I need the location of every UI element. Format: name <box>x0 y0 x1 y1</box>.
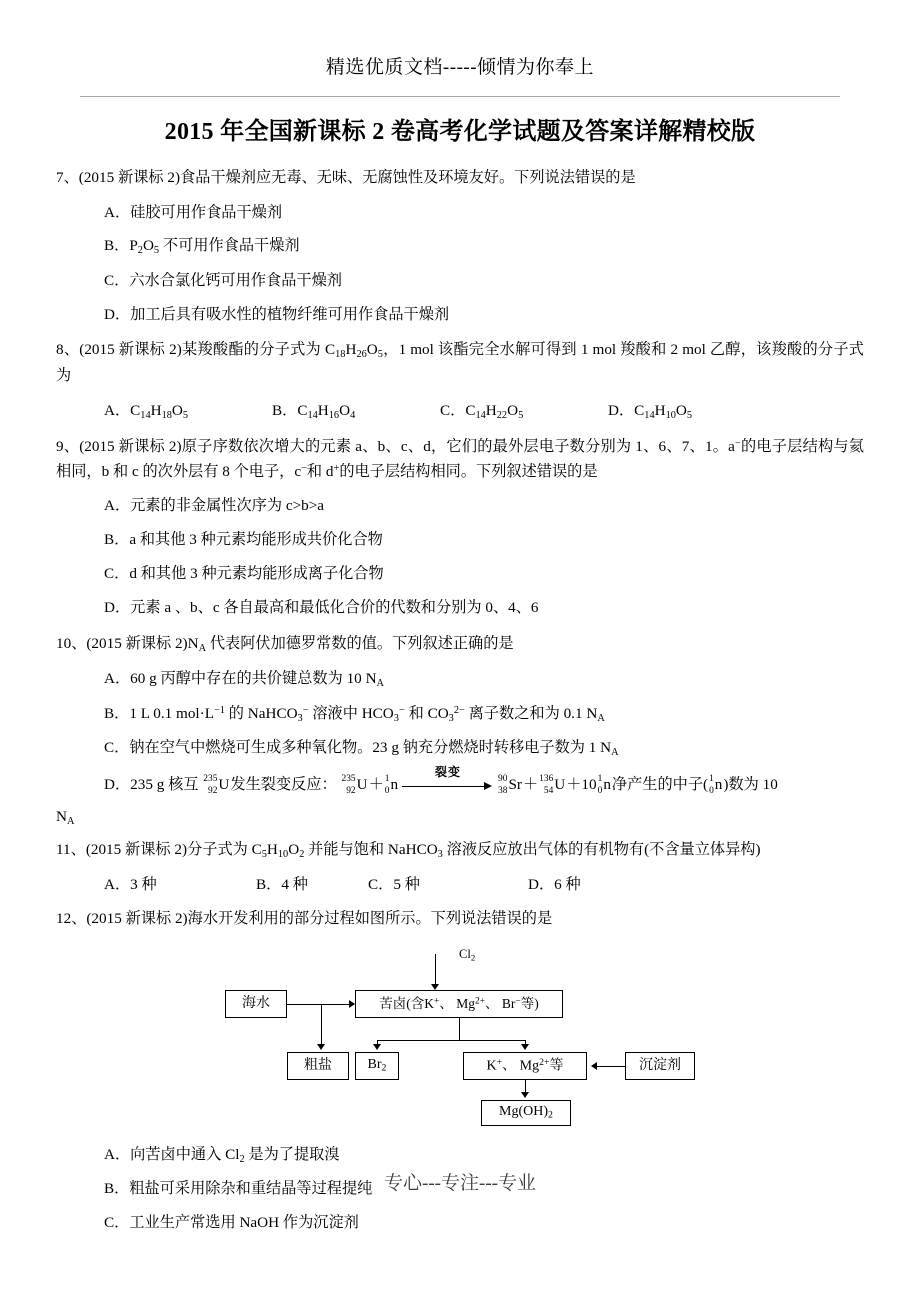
option-label: A． <box>104 497 131 515</box>
option-text: 6 种 <box>554 876 581 894</box>
document-banner: 精选优质文档-----倾情为你奉上 <box>325 57 595 78</box>
option-label: A． <box>104 876 131 894</box>
option-label: C． <box>104 1213 130 1231</box>
diagram-box-bittern <box>355 990 563 1018</box>
question-8-text: 某羧酸酯的分子式为 $C_{18}H_{26}O_5$，1 mol 该酯完全水解可得到 1 mol 羧酸和 2 mol 乙醇，该羧酸的分子式为 <box>56 341 864 385</box>
question-12-option-c <box>56 1212 864 1235</box>
option-label: B． <box>104 704 130 722</box>
option-text: 加工后具有吸水性的植物纤维可用作食品干燥剂 <box>130 305 450 323</box>
atomic-number: 0 <box>709 785 714 796</box>
question-9-option-c <box>56 563 864 586</box>
question-8-option-d: D．$C_{14}H_{10}O_5$ <box>608 401 693 421</box>
element-symbol: n <box>603 776 611 794</box>
isotope-neutron-product <box>598 774 611 797</box>
question-9-number: 9、 <box>56 438 80 456</box>
question-10-option-a <box>56 668 864 691</box>
option-label: D． <box>104 598 131 616</box>
question-9-option-a <box>56 495 864 518</box>
option-text: $P_2O_5$ 不可用作食品干燥剂 <box>129 237 300 257</box>
isotope-neutron-note <box>709 774 722 797</box>
option-text: 硅胶可用作食品干燥剂 <box>130 203 283 221</box>
question-10-number: 10、 <box>56 634 87 652</box>
diagram-box-bromine <box>355 1052 399 1080</box>
chlorine-inlet-line <box>435 954 436 986</box>
option-label: C． <box>440 401 466 419</box>
question-7-text: 食品干燥剂应无毒、无味、无腐蚀性及环境友好。下列说法错误的是 <box>180 169 636 186</box>
diagram-label-chlorine: $Cl_2$ <box>459 946 476 963</box>
mass-number: 235 <box>341 774 356 785</box>
option-label: B． <box>104 1180 130 1197</box>
question-11-text: 分子式为 $C_5H_{10}O_2$ 并能与饱和 NaHCO$_3$ 溶液反应放出气体的有机物有(不含量立体异构) <box>187 840 761 860</box>
mass-number: 136 <box>539 774 554 785</box>
question-10-source: (2015 新课标 2) <box>86 634 188 652</box>
option-label: C． <box>368 876 394 894</box>
question-8-options <box>56 400 864 423</box>
option-label: B． <box>104 237 130 255</box>
plus-sign: ＋ <box>522 776 539 794</box>
bittern-split-bar <box>377 1040 525 1041</box>
precipitant-arrow-icon <box>591 1062 597 1070</box>
question-7-source: (2015 新课标 2) <box>78 169 181 186</box>
question-9-option-b <box>56 529 864 552</box>
option-d-prefix: 235 g 核互 <box>130 776 199 794</box>
question-8-stem <box>56 338 864 388</box>
option-d-tail: 净产生的中子( <box>611 776 709 794</box>
question-12-option-a <box>56 1144 864 1167</box>
bittern-text: 苦卤(含K+、 $Mg^{2+}$、 Br−等) <box>379 995 539 1011</box>
diagram-box-seawater: 海水 <box>225 990 287 1018</box>
option-text: 1 L 0.1 $mol\cdot L^{-1}$ 的 NaHCO$_3$− 溶液中 $HCO_3^-$ 和 $CO_3^{2-}$ 离子数之和为 0.1 $N_A$ <box>129 704 605 724</box>
atomic-number: 0 <box>384 785 390 796</box>
question-8-number: 8、 <box>56 341 80 359</box>
diagram-box-precipitant: 沉淀剂 <box>625 1052 695 1080</box>
header-divider <box>80 96 840 97</box>
option-d-tail2: )数为 10 <box>723 776 778 794</box>
element-symbol: U <box>554 776 566 794</box>
hydroxide-arrow-icon <box>521 1092 529 1098</box>
mass-number: 90 <box>498 774 508 785</box>
question-9-source: (2015 新课标 2) <box>79 438 182 456</box>
option-text: 4 种 <box>281 876 308 894</box>
option-label: C． <box>104 564 130 582</box>
question-11-option-d <box>528 874 581 897</box>
question-8-option-c: C．$C_{14}H_{22}O_5$ <box>440 401 524 421</box>
option-text: 5 种 <box>393 876 420 894</box>
option-text: 元素 a 、b、c 各自最高和最低化合价的代数和分别为 0、4、6 <box>130 598 539 616</box>
option-label: C． <box>104 738 130 756</box>
option-text: a 和其他 3 种元素均能形成共价化合物 <box>129 531 383 549</box>
element-symbol: U <box>356 776 368 794</box>
option-text: 向苦卤中通入 $Cl_2$ 是为了提取溴 <box>130 1145 340 1165</box>
option-d-mid: 发生裂变反应： <box>230 776 337 794</box>
option-label: B． <box>256 876 282 894</box>
atomic-number: 54 <box>543 785 554 796</box>
atomic-number: 92 <box>346 785 356 796</box>
atomic-number: 38 <box>498 785 508 796</box>
option-text: d 和其他 3 种元素均能形成离子化合物 <box>129 564 384 582</box>
option-label: C． <box>104 271 130 289</box>
precipitant-to-ions-line <box>595 1066 625 1067</box>
question-11-stem <box>56 838 864 864</box>
option-label: A． <box>104 670 131 688</box>
arrow-label: 裂变 <box>435 765 462 780</box>
option-label: A． <box>104 203 131 221</box>
plus-sign: ＋ <box>368 776 384 794</box>
option-label: D． <box>608 401 635 419</box>
question-7-option-b <box>56 235 864 258</box>
option-text: 工业生产常选用 NaOH 作为沉淀剂 <box>129 1213 359 1231</box>
question-10-text: $N_A$ 代表阿伏加德罗常数的值。下列叙述正确的是 <box>187 634 514 654</box>
question-7-option-a <box>56 202 864 225</box>
option-label: B． <box>272 401 298 419</box>
isotope-u235-equation <box>341 774 367 797</box>
seawater-process-diagram <box>56 946 864 1121</box>
question-12-text: 海水开发利用的部分过程如图所示。下列说法错误的是 <box>187 909 553 927</box>
bromine-arrow-icon <box>373 1044 381 1050</box>
question-10-option-d-continuation: $N_A$ <box>56 808 75 828</box>
mass-number: 1 <box>597 774 603 785</box>
question-8-source: (2015 新课标 2) <box>79 341 182 359</box>
crude-salt-arrow-icon <box>317 1044 325 1050</box>
question-9-text: 原子序数依次增大的元素 a、b、c、d，它们的最外层电子数分别为 1、6、7、1。a−的电子层结构与氦相同，b 和 c 的次外层有 8 个电子，c−和 d+的电子层结构相同。下列叙述错误的是 <box>56 438 864 480</box>
question-11-option-b <box>256 874 368 897</box>
reaction-arrow-icon <box>402 765 494 793</box>
element-symbol: U <box>218 776 230 794</box>
diagram-box-magnesium-hydroxide <box>481 1100 571 1126</box>
question-11-option-c <box>368 874 528 897</box>
diagram-box-crude-salt: 粗盐 <box>287 1052 349 1080</box>
question-8-option-a: A．$C_{14}H_{18}O_5$ <box>104 401 189 421</box>
question-7-number: 7、 <box>56 169 79 186</box>
question-9-stem <box>56 435 864 484</box>
question-10-option-c <box>56 737 864 760</box>
plus-ten: ＋10 <box>566 776 597 794</box>
option-text: 元素的非金属性次序为 c>b>a <box>130 497 325 515</box>
element-symbol: Sr <box>508 776 522 794</box>
document-content <box>0 166 920 1235</box>
option-label: D． <box>104 305 131 323</box>
question-11-number: 11、 <box>56 840 86 858</box>
question-12-source: (2015 新课标 2) <box>86 909 188 927</box>
question-9-option-d <box>56 597 864 620</box>
option-text: 六水合氯化钙可用作食品干燥剂 <box>129 271 342 289</box>
question-12-stem <box>56 907 864 932</box>
element-symbol: n <box>714 776 723 794</box>
option-label: D． <box>528 876 555 894</box>
option-text: 60 g 丙醇中存在的共价键总数为 10 $N_A$ <box>130 670 384 690</box>
seawater-to-crude-salt-line <box>321 1004 322 1046</box>
element-symbol: n <box>390 776 399 794</box>
question-7-option-d <box>56 304 864 327</box>
mass-number: 235 <box>203 774 218 785</box>
mass-number: 1 <box>709 774 714 785</box>
isotope-neutron-reactant <box>385 774 398 797</box>
question-10-stem <box>56 632 864 658</box>
atomic-number: 0 <box>597 785 603 796</box>
question-10-option-b <box>56 703 864 726</box>
document-footer: 专心---专注---专业 <box>384 1173 536 1194</box>
question-7-option-c <box>56 270 864 293</box>
ions-text: K+、 $Mg^{2+}$等 <box>486 1056 564 1074</box>
question-11-source: (2015 新课标 2) <box>85 840 188 858</box>
question-11-option-a <box>104 874 256 897</box>
option-label: B． <box>104 531 130 549</box>
document-title: 2015 年全国新课标 2 卷高考化学试题及答案详解精校版 <box>164 119 756 145</box>
bittern-outlet-line <box>459 1018 460 1040</box>
option-label: A． <box>104 401 131 419</box>
question-10-option-d <box>56 765 864 797</box>
option-text: 钠在空气中燃烧可生成多种氧化物。23 g 钠充分燃烧时转移电子数为 1 $N_A$ <box>129 738 619 758</box>
diagram-box-ions <box>463 1052 587 1080</box>
hydroxide-text: $Mg(OH)_2$ <box>499 1103 553 1121</box>
isotope-sr90 <box>498 774 522 797</box>
question-8-option-b: B．$C_{14}H_{16}O_4$ <box>272 401 356 421</box>
question-12-number: 12、 <box>56 909 87 927</box>
mass-number: 1 <box>384 774 390 785</box>
question-7-stem <box>56 166 864 191</box>
atomic-number: 92 <box>208 785 218 796</box>
ions-arrow-icon <box>521 1044 529 1050</box>
isotope-u235-reactant <box>203 774 229 797</box>
isotope-u136 <box>539 774 565 797</box>
option-text: 3 种 <box>130 876 157 894</box>
option-label: D． <box>104 776 131 794</box>
option-text: 粗盐可采用除杂和重结晶等过程提纯 <box>129 1180 373 1197</box>
bromine-text: $Br_2$ <box>367 1056 387 1074</box>
question-11-options <box>56 874 864 897</box>
option-label: A． <box>104 1145 131 1163</box>
